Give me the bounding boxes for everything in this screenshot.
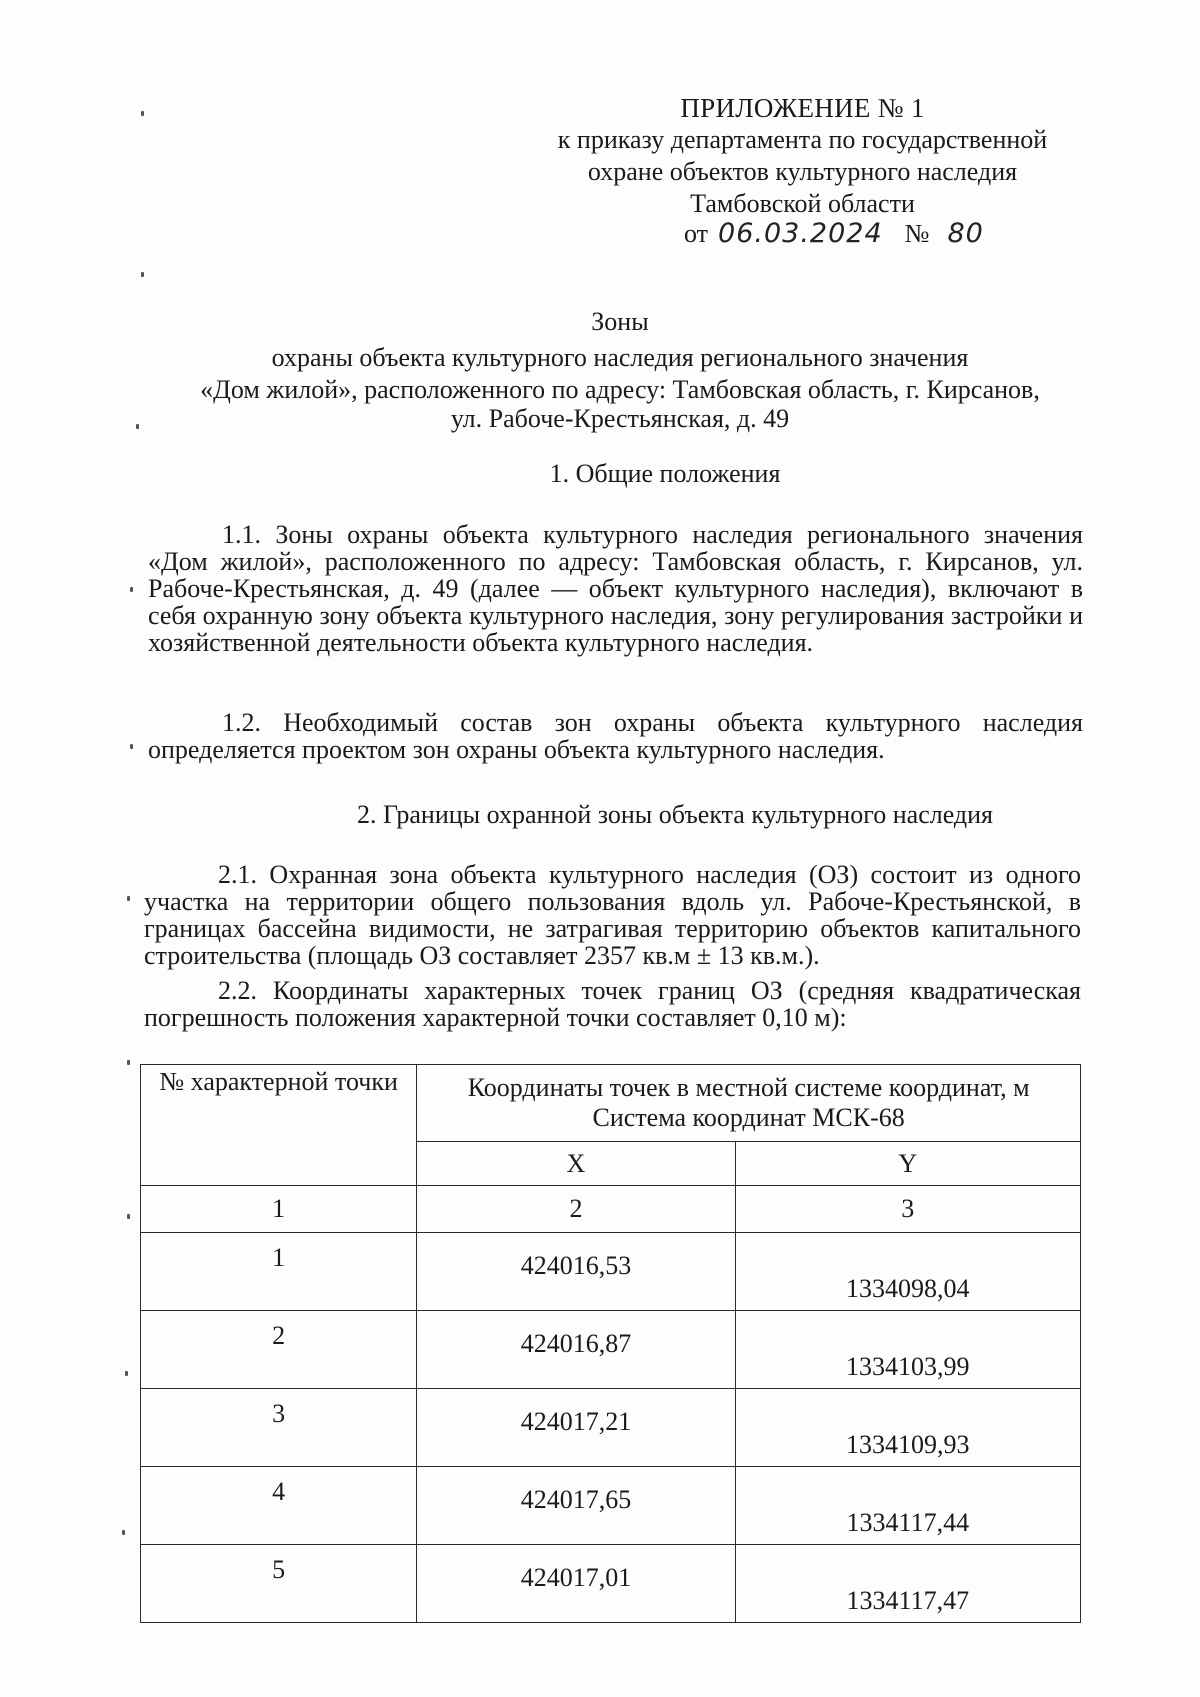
- paragraph-1-1: 1.1. Зоны охраны объекта культурного наследия регионального значения «Дом жилой», расположенного по адресу: Тамбовская область, г. Кирсанов, ул. Рабоче-Крестьянская, д. 49 (далее — объект культурного наследия), включают в себя охранную зону объекта культурного наследия, зону регулирования застройки и хозяйственной деятельности объекта культурного наследия.: [148, 520, 1083, 657]
- x-coordinate-cell: 424017,65: [417, 1467, 735, 1545]
- header-coordinates: [417, 1065, 1081, 1142]
- header-point-number: № характерной точки: [141, 1065, 417, 1186]
- order-date-number-line: [684, 218, 984, 250]
- handwritten-date: 06.03.2024: [718, 218, 883, 249]
- scan-speck: [141, 111, 144, 116]
- y-coordinate-cell: 1334117,47: [735, 1545, 1080, 1623]
- paragraph-1-2: 1.2. Необходимый состав зон охраны объекта культурного наследия определяется проектом зон охраны объекта культурного наследия.: [148, 708, 1083, 764]
- section-1-heading: 1. Общие положения: [549, 459, 781, 488]
- coordinates-table: [140, 1064, 1081, 1623]
- header-coordinates-line-2: Система координат МСК-68: [592, 1103, 905, 1132]
- table-row: [141, 1233, 1081, 1311]
- number-label: №: [904, 219, 930, 248]
- point-number-cell: 5: [141, 1545, 417, 1623]
- table-row: [141, 1467, 1081, 1545]
- scan-speck: [130, 587, 133, 592]
- doc-title-line-1: Зоны: [591, 307, 649, 336]
- point-number-cell: 1: [141, 1233, 417, 1311]
- scan-speck: [125, 1371, 128, 1376]
- table-row: [141, 1389, 1081, 1467]
- y-coordinate-cell: 1334109,93: [735, 1389, 1080, 1467]
- scan-speck: [127, 1214, 130, 1219]
- scan-speck: [141, 272, 144, 277]
- appendix-header: [540, 92, 1065, 220]
- scan-speck: [122, 1530, 125, 1535]
- y-coordinate-cell: 1334103,99: [735, 1311, 1080, 1389]
- point-number-cell: 2: [141, 1311, 417, 1389]
- table-row: [141, 1311, 1081, 1389]
- column-index-cell: 1: [141, 1186, 417, 1233]
- appendix-line-2: охране объектов культурного наследия: [587, 157, 1018, 186]
- x-coordinate-cell: 424017,21: [417, 1389, 735, 1467]
- appendix-title: ПРИЛОЖЕНИЕ № 1: [680, 93, 925, 123]
- header-x: X: [417, 1142, 735, 1186]
- y-coordinate-cell: 1334117,44: [735, 1467, 1080, 1545]
- x-coordinate-cell: 424016,87: [417, 1311, 735, 1389]
- scan-speck: [127, 896, 130, 901]
- paragraph-2-1: 2.1. Охранная зона объекта культурного наследия (ОЗ) состоит из одного участка на территории общего пользования вдоль ул. Рабоче-Крестьянской, в границах бассейна видимости, не затрагивая территорию объектов капитального строительства (площадь ОЗ составляет 2357 кв.м ± 13 кв.м.).: [144, 860, 1081, 970]
- scan-speck: [136, 424, 139, 429]
- x-coordinate-cell: 424017,01: [417, 1545, 735, 1623]
- scan-speck: [130, 744, 133, 749]
- header-y: Y: [735, 1142, 1080, 1186]
- header-coordinates-line-1: Координаты точек в местной системе координат, м: [467, 1073, 1030, 1102]
- handwritten-number: 80: [947, 218, 984, 249]
- point-number-cell: 4: [141, 1467, 417, 1545]
- column-index-cell: 3: [735, 1186, 1080, 1233]
- column-index-row: [141, 1186, 1081, 1233]
- appendix-line-1: к приказу департамента по государственной: [557, 125, 1048, 154]
- doc-title-line-4: ул. Рабоче-Крестьянская, д. 49: [450, 404, 790, 433]
- x-coordinate-cell: 424016,53: [417, 1233, 735, 1311]
- appendix-line-3: Тамбовской области: [690, 189, 915, 218]
- scan-speck: [127, 1060, 130, 1065]
- column-index-cell: 2: [417, 1186, 735, 1233]
- doc-title-line-3: «Дом жилой», расположенного по адресу: Тамбовская область, г. Кирсанов,: [200, 375, 1040, 404]
- paragraph-2-2: 2.2. Координаты характерных точек границ ОЗ (средняя квадратическая погрешность положения характерной точки составляет 0,10 м):: [144, 976, 1081, 1032]
- point-number-cell: 3: [141, 1389, 417, 1467]
- table-row: [141, 1545, 1081, 1623]
- from-label: от: [684, 219, 709, 248]
- section-2-heading: 2. Границы охранной зоны объекта культурного наследия: [356, 800, 994, 829]
- y-coordinate-cell: 1334098,04: [735, 1233, 1080, 1311]
- doc-title-line-2: охраны объекта культурного наследия регионального значения: [271, 343, 969, 372]
